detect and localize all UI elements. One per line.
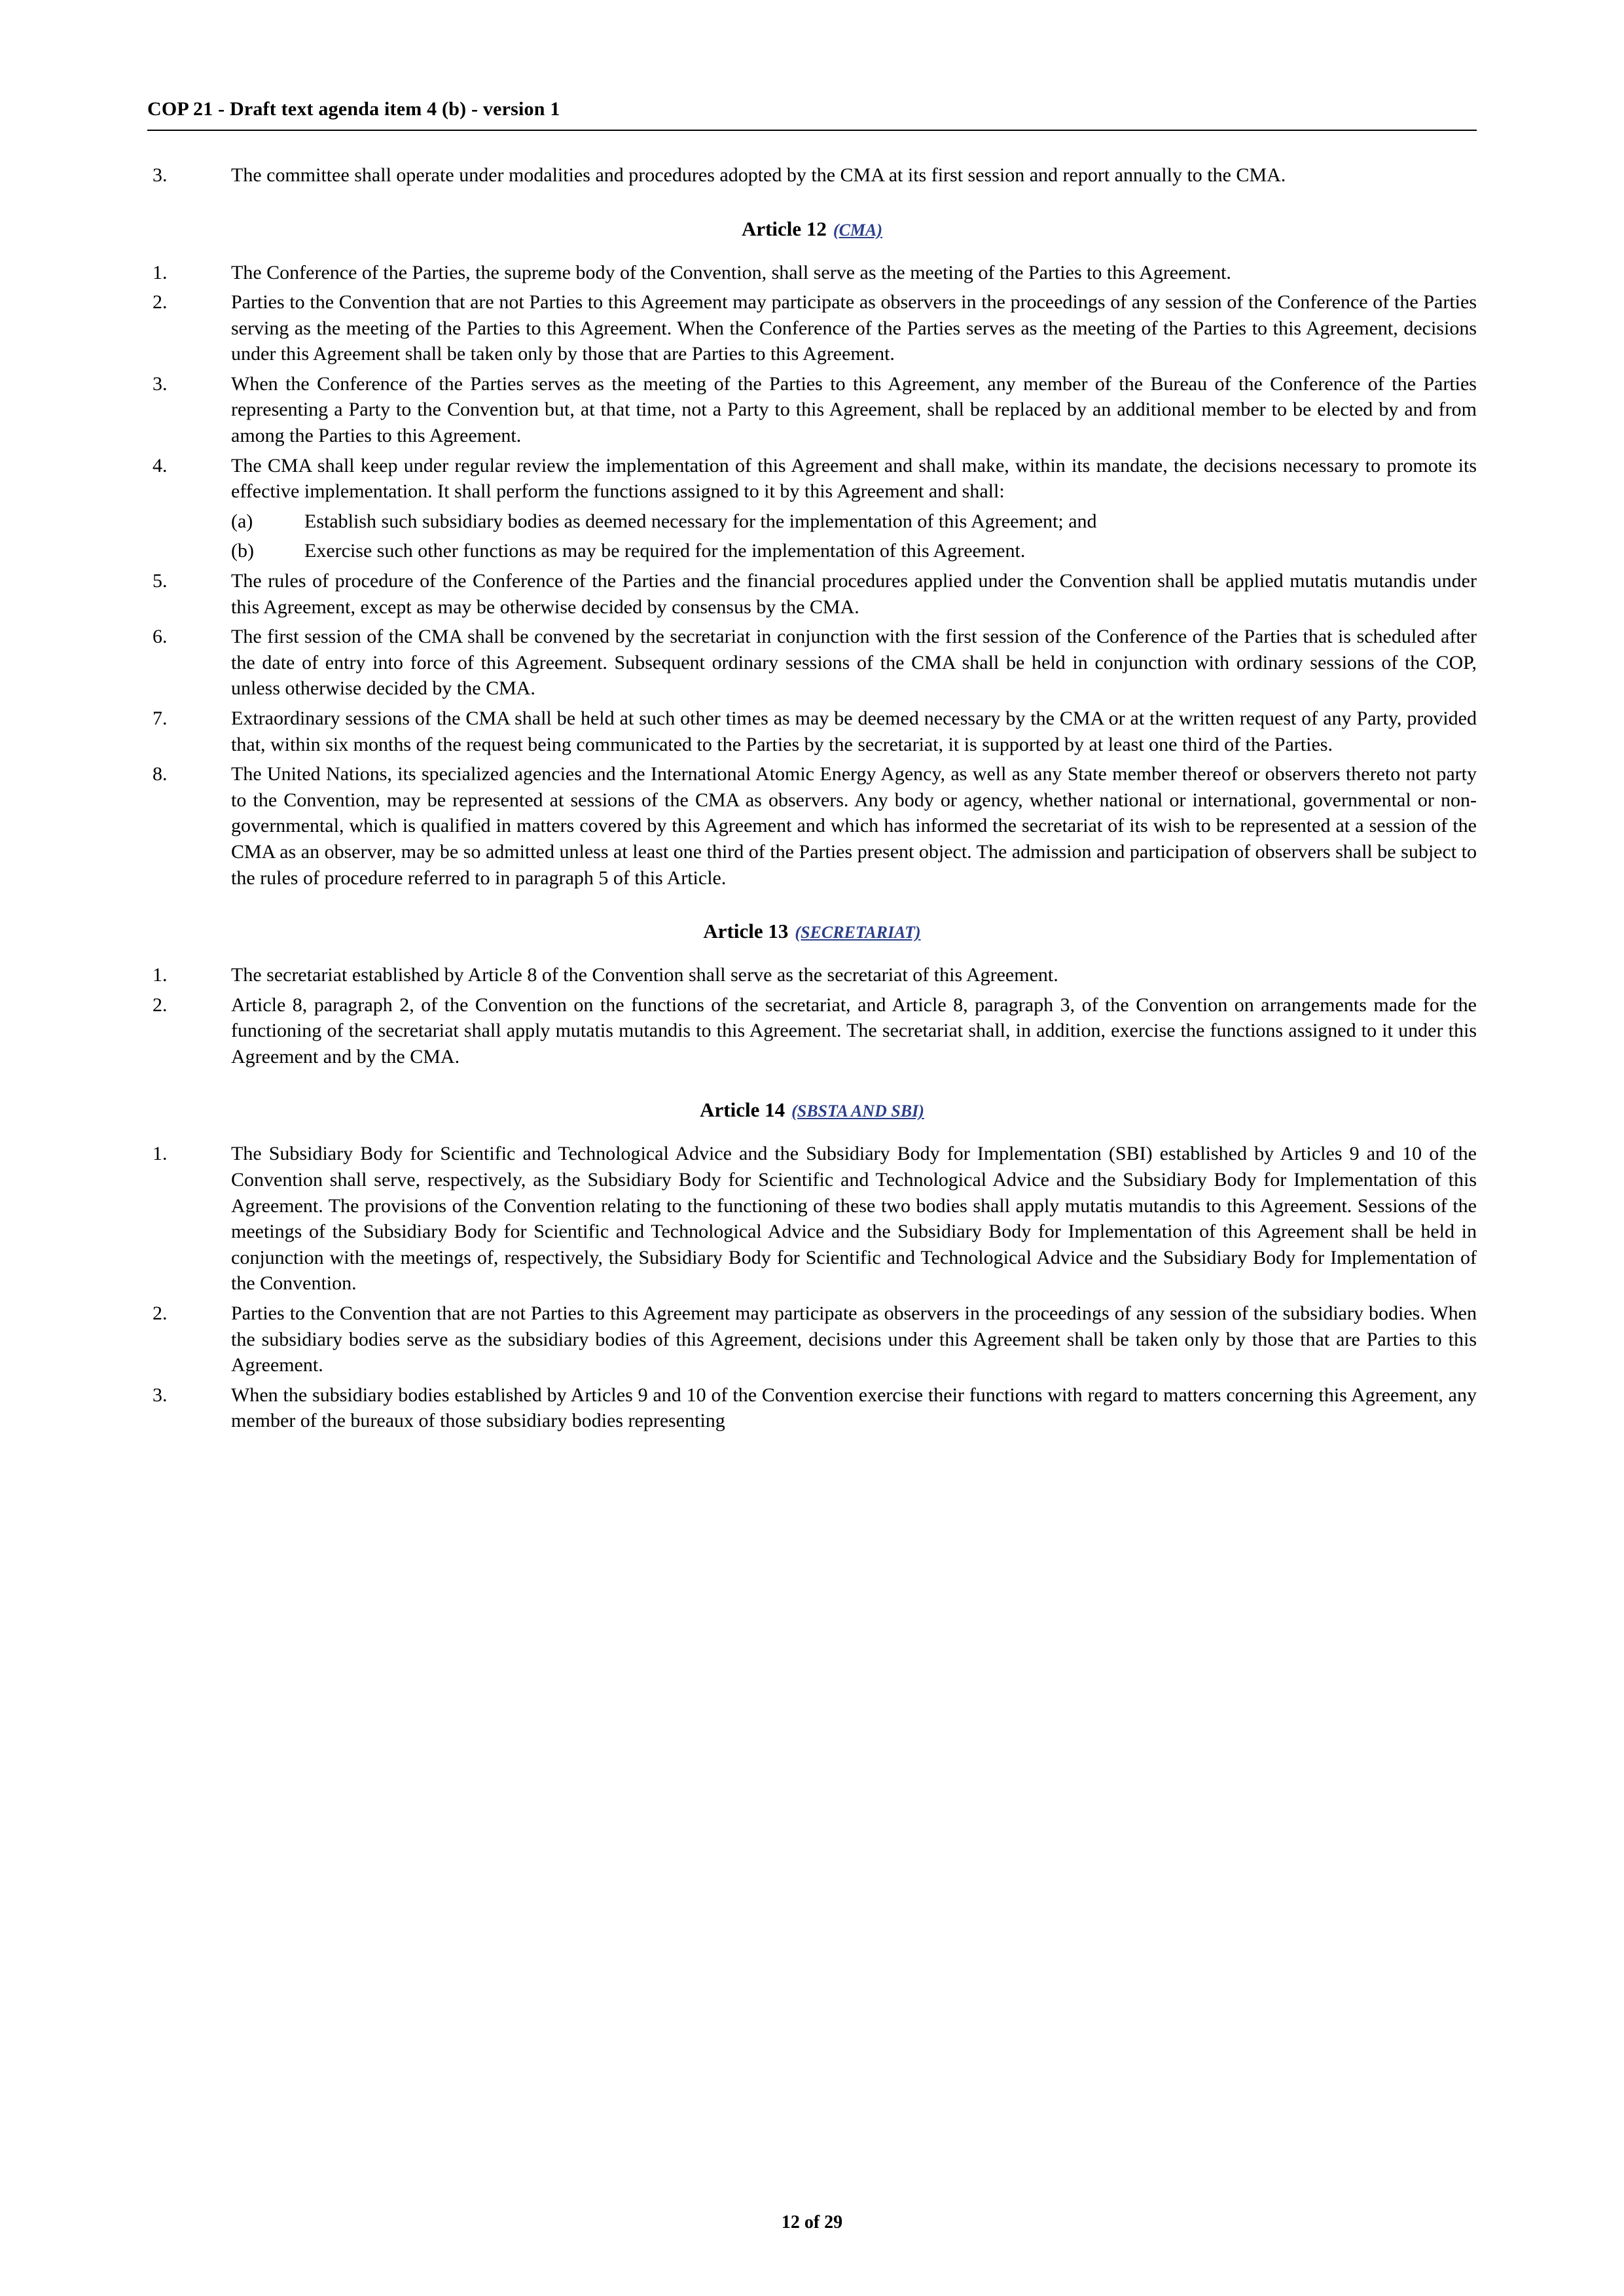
paragraph-number: 2. xyxy=(153,1302,168,1324)
paragraph-text: The Conference of the Parties, the supreme body of the Convention, shall serve as the meeting of the Parties to this Agreement. xyxy=(231,261,1231,283)
paragraph-number: 1. xyxy=(153,964,168,986)
sub-item-label: (a) xyxy=(231,510,253,532)
sub-item xyxy=(147,538,1477,564)
paragraph-text: The CMA shall keep under regular review the implementation of this Agreement and shall make, within its mandate, the decisions necessary to promote its effective implementation. It shall perform the functions assigned to it by this Agreement and shall: xyxy=(231,454,1477,503)
paragraph-number: 1. xyxy=(153,261,168,283)
paragraph xyxy=(147,992,1477,1070)
paragraph xyxy=(147,1300,1477,1378)
paragraph-text: Extraordinary sessions of the CMA shall be held at such other times as may be deemed necessary by the CMA or at the written request of any Party, provided that, within six months of the request being communicated to the Parties by the secretariat, it is supported by at least one third of the Parties. xyxy=(231,708,1477,755)
article-tag: (SECRETARIAT) xyxy=(795,923,921,942)
paragraph-number: 1. xyxy=(153,1143,168,1165)
paragraph-text: When the Conference of the Parties serves as the meeting of the Parties to this Agreement, any member of the Bureau of the Conference of the Parties representing a Party to the Convention but, at that time, not a Party to this Agreement, shall be replaced by an additional member to be elected by and from among the Parties to this Agreement. xyxy=(231,372,1477,447)
page-footer: 12 of 29 xyxy=(781,2212,843,2233)
paragraph-text: The first session of the CMA shall be convened by the secretariat in conjunction with the first session of the Conference of the Parties that is scheduled after the date of entry into force of this Agreement. Subsequent ordinary sessions of the CMA shall be held in conjunction with ordinary sessions of the COP, unless otherwise decided by the CMA. xyxy=(231,626,1477,700)
paragraph xyxy=(147,624,1477,702)
paragraph-text: The United Nations, its specialized agencies and the International Atomic Energy Agency, as well as any State member thereof or observers thereto not party to the Convention, may be represented at sessions of the CMA as observers. Any body or agency, whether national or international, governmental or non-governmental, which is qualified in matters covered by this Agreement and which has informed the secretariat of its wish to be represented at a session of the CMA as an observer, may be so admitted unless at least one third of the Parties present object. The admission and participation of observers shall be subject to the rules of procedure referred to in paragraph 5 of this Article. xyxy=(231,763,1477,889)
article-tag: (CMA) xyxy=(833,220,883,240)
article-heading xyxy=(147,918,1477,945)
paragraph xyxy=(147,260,1477,286)
sub-item-text: Exercise such other functions as may be required for the implementation of this Agreement. xyxy=(304,540,1026,562)
page-header: COP 21 - Draft text agenda item 4 (b) - version 1 xyxy=(147,98,560,120)
paragraph-number: 2. xyxy=(153,994,168,1016)
paragraph-text: The secretariat established by Article 8 of the Convention shall serve as the secretariat of this Agreement. xyxy=(231,964,1058,986)
paragraph-text: Article 8, paragraph 2, of the Convention on the functions of the secretariat, and Article 8, paragraph 3, of the Convention on arrangements made for the functioning of the secretariat shall apply mutatis mutandis to this Agreement. The secretariat shall, in addition, exercise the functions assigned to it under this Agreement and by the CMA. xyxy=(231,994,1477,1067)
article-heading xyxy=(147,1097,1477,1124)
paragraph-number: 6. xyxy=(153,626,168,648)
paragraph xyxy=(147,1382,1477,1434)
paragraph xyxy=(147,962,1477,988)
paragraph-text: When the subsidiary bodies established by Articles 9 and 10 of the Convention exercise their functions with regard to matters concerning this Agreement, any member of the bureaux of those subsidiary bodies representing xyxy=(231,1384,1477,1432)
article-title: Article 13 xyxy=(703,920,789,943)
header-divider xyxy=(147,130,1477,131)
paragraph xyxy=(147,371,1477,449)
paragraph-number: 3. xyxy=(153,372,168,395)
document-body xyxy=(147,162,1477,1434)
article-tag: (SBSTA AND SBI) xyxy=(791,1102,924,1121)
paragraph xyxy=(147,162,1477,188)
article-heading xyxy=(147,216,1477,243)
paragraph xyxy=(147,761,1477,891)
paragraph-text: The rules of procedure of the Conference of the Parties and the financial procedures applied under the Convention shall be applied mutatis mutandis under this Agreement, except as may be otherwise decided by consensus by the CMA. xyxy=(231,570,1477,618)
sub-item xyxy=(147,509,1477,535)
paragraph xyxy=(147,1141,1477,1297)
paragraph-text: The Subsidiary Body for Scientific and Technological Advice and the Subsidiary Body for Implementation (SBI) established by Articles 9 and 10 of the Convention shall serve, respectively, as the Subsidiary Body for Scientific and Technological Advice and the Subsidiary Body for Implementation of this Agreement. The provisions of the Convention relating to the functioning of these two bodies shall apply mutatis mutandis to this Agreement. Sessions of the meetings of the Subsidiary Body for Scientific and Technological Advice and the Subsidiary Body for Implementation of this Agreement shall be held in conjunction with the meetings of, respectively, the Subsidiary Body for Scientific and Technological Advice and the Subsidiary Body for Implementation of the Convention. xyxy=(231,1143,1477,1295)
paragraph xyxy=(147,706,1477,757)
paragraph-text: Parties to the Convention that are not Parties to this Agreement may participate as observers in the proceedings of any session of the subsidiary bodies. When the subsidiary bodies serve as the subsidiary bodies of this Agreement, decisions under this Agreement shall be taken only by those that are Parties to this Agreement. xyxy=(231,1302,1477,1376)
paragraph xyxy=(147,453,1477,505)
paragraph-number: 3. xyxy=(153,1384,168,1406)
paragraph-number: 4. xyxy=(153,454,168,476)
paragraph-text: The committee shall operate under modalities and procedures adopted by the CMA at its first session and report annually to the CMA. xyxy=(231,164,1286,186)
paragraph xyxy=(147,568,1477,620)
paragraph-number: 8. xyxy=(153,763,168,785)
article-title: Article 12 xyxy=(741,217,827,240)
paragraph-number: 7. xyxy=(153,708,168,729)
paragraph-text: Parties to the Convention that are not Parties to this Agreement may participate as observers in the proceedings of any session of the Conference of the Parties serving as the meeting of the Parties to this Agreement. When the Conference of the Parties serves as the meeting of the Parties to this Agreement, decisions under this Agreement shall be taken only by those that are Parties to this Agreement. xyxy=(231,291,1477,365)
article-title: Article 14 xyxy=(700,1098,785,1122)
paragraph-number: 3. xyxy=(153,164,168,186)
paragraph-number: 2. xyxy=(153,291,168,314)
paragraph-number: 5. xyxy=(153,570,168,592)
paragraph xyxy=(147,289,1477,367)
sub-item-label: (b) xyxy=(231,540,254,562)
sub-item-text: Establish such subsidiary bodies as deemed necessary for the implementation of this Agreement; and xyxy=(304,510,1097,532)
